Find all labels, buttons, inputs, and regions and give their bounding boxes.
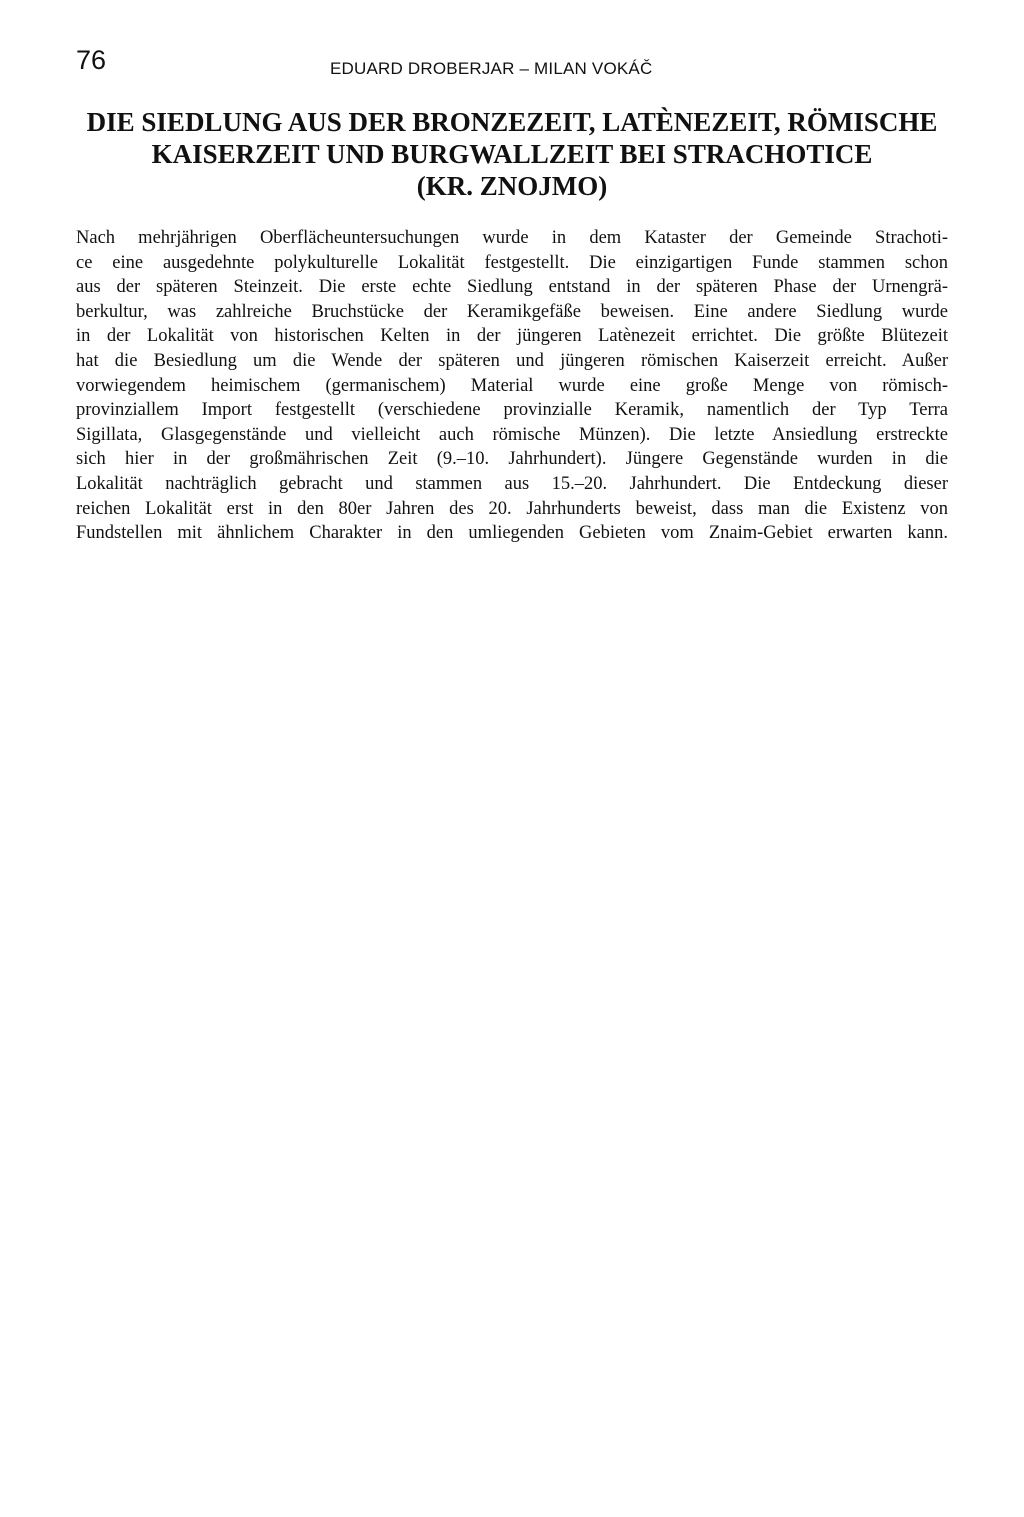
paragraph-line: hat die Besiedlung um die Wende der späteren und jüngeren römischen Kaiserzeit erreicht. Außer (76, 350, 948, 371)
paragraph-line: Nach mehrjährigen Oberflächeuntersuchungen wurde in dem Kataster der Gemeinde Strachoti- (76, 228, 948, 248)
paragraph-line: reichen Lokalität erst in den 80er Jahren des 20. Jahrhunderts beweist, dass man die Existenz von (76, 498, 948, 519)
paragraph-line: provinziallem Import festgestellt (verschiedene provinzialle Keramik, namentlich der Typ Terra (76, 400, 948, 421)
article-title-line: DIE SIEDLUNG AUS DER BRONZEZEIT, LATÈNEZEIT, RÖMISCHE (86, 107, 938, 137)
paragraph-line: Lokalität nachträglich gebracht und stammen aus 15.–20. Jahrhundert. Die Entdeckung dieser (76, 473, 948, 494)
paragraph-line: ce eine ausgedehnte polykulturelle Lokalität festgestellt. Die einzigartigen Funde stammen schon (76, 252, 948, 273)
paragraph-line: vorwiegendem heimischem (germanischem) Material wurde eine große Menge von römisch- (76, 375, 948, 396)
page-number: 76 (76, 45, 107, 75)
paragraph-line: berkultur, was zahlreiche Bruchstücke der Keramikgefäße beweisen. Eine andere Siedlung wurde (76, 301, 948, 322)
article-title-line: (KR. ZNOJMO) (416, 171, 608, 201)
paragraph-line: Fundstellen mit ähnlichem Charakter in den umliegenden Gebieten vom Znaim-Gebiet erwarten kann. (76, 523, 948, 544)
article-title-line: KAISERZEIT UND BURGWALLZEIT BEI STRACHOTICE (151, 139, 873, 169)
paragraph-line: in der Lokalität von historischen Kelten in der jüngeren Latènezeit errichtet. Die größte Blütezeit (76, 326, 948, 347)
running-head-authors: EDUARD DROBERJAR – MILAN VOKÁČ (330, 59, 653, 78)
summary-paragraph (76, 226, 948, 546)
paragraph-line: Sigillata, Glasgegenstände und vielleicht auch römische Münzen). Die letzte Ansiedlung erstreckte (76, 424, 948, 445)
paragraph-line: sich hier in der großmährischen Zeit (9.–10. Jahrhundert). Jüngere Gegenstände wurden in die (76, 449, 948, 470)
article-title (76, 106, 948, 202)
paragraph-line: aus der späteren Steinzeit. Die erste echte Siedlung entstand in der späteren Phase der Urnengrä- (76, 277, 948, 298)
